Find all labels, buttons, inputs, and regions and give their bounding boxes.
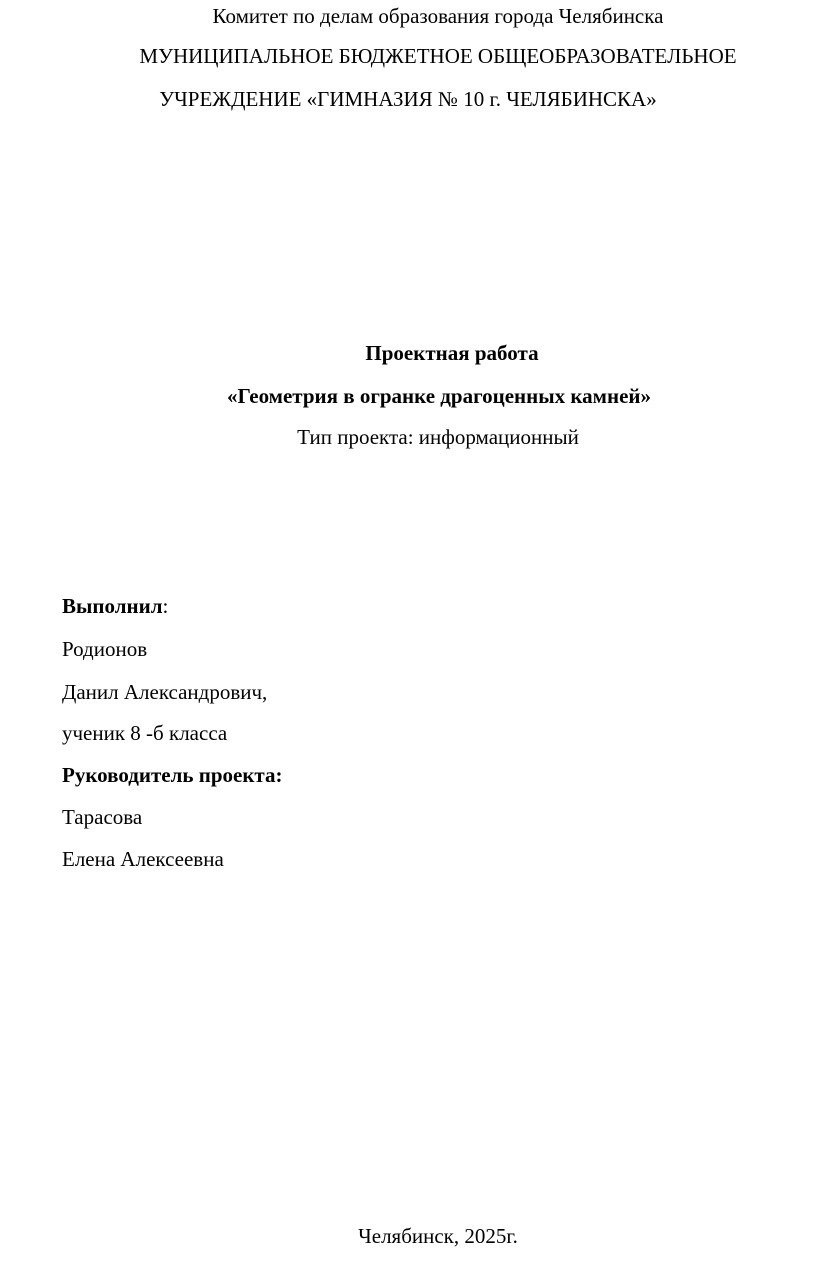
author-class: ученик 8 -б класса	[62, 721, 228, 745]
supervisor-name: Елена Алексеевна	[62, 847, 224, 871]
school-name-line-1: МУНИЦИПАЛЬНОЕ БЮДЖЕТНОЕ ОБЩЕОБРАЗОВАТЕЛЬНОЕ	[139, 44, 737, 68]
school-name-line-2: УЧРЕЖДЕНИЕ «ГИМНАЗИЯ № 10 г. ЧЕЛЯБИНСКА»	[159, 87, 657, 111]
footer-city-year: Челябинск, 2025г.	[358, 1224, 518, 1248]
supervisor-surname: Тарасова	[62, 805, 143, 829]
author-label-row	[62, 593, 168, 619]
project-type: Тип проекта: информационный	[297, 425, 579, 449]
author-label: Выполнил	[62, 594, 163, 618]
project-label: Проектная работа	[365, 341, 539, 365]
author-surname: Родионов	[62, 637, 148, 661]
supervisor-label: Руководитель проекта:	[62, 763, 283, 787]
project-title: «Геометрия в огранке драгоценных камней»	[226, 384, 651, 408]
committee-name: Комитет по делам образования города Челябинска	[212, 4, 664, 28]
author-name: Данил Александрович,	[62, 680, 268, 704]
author-label-colon: :	[162, 594, 169, 618]
